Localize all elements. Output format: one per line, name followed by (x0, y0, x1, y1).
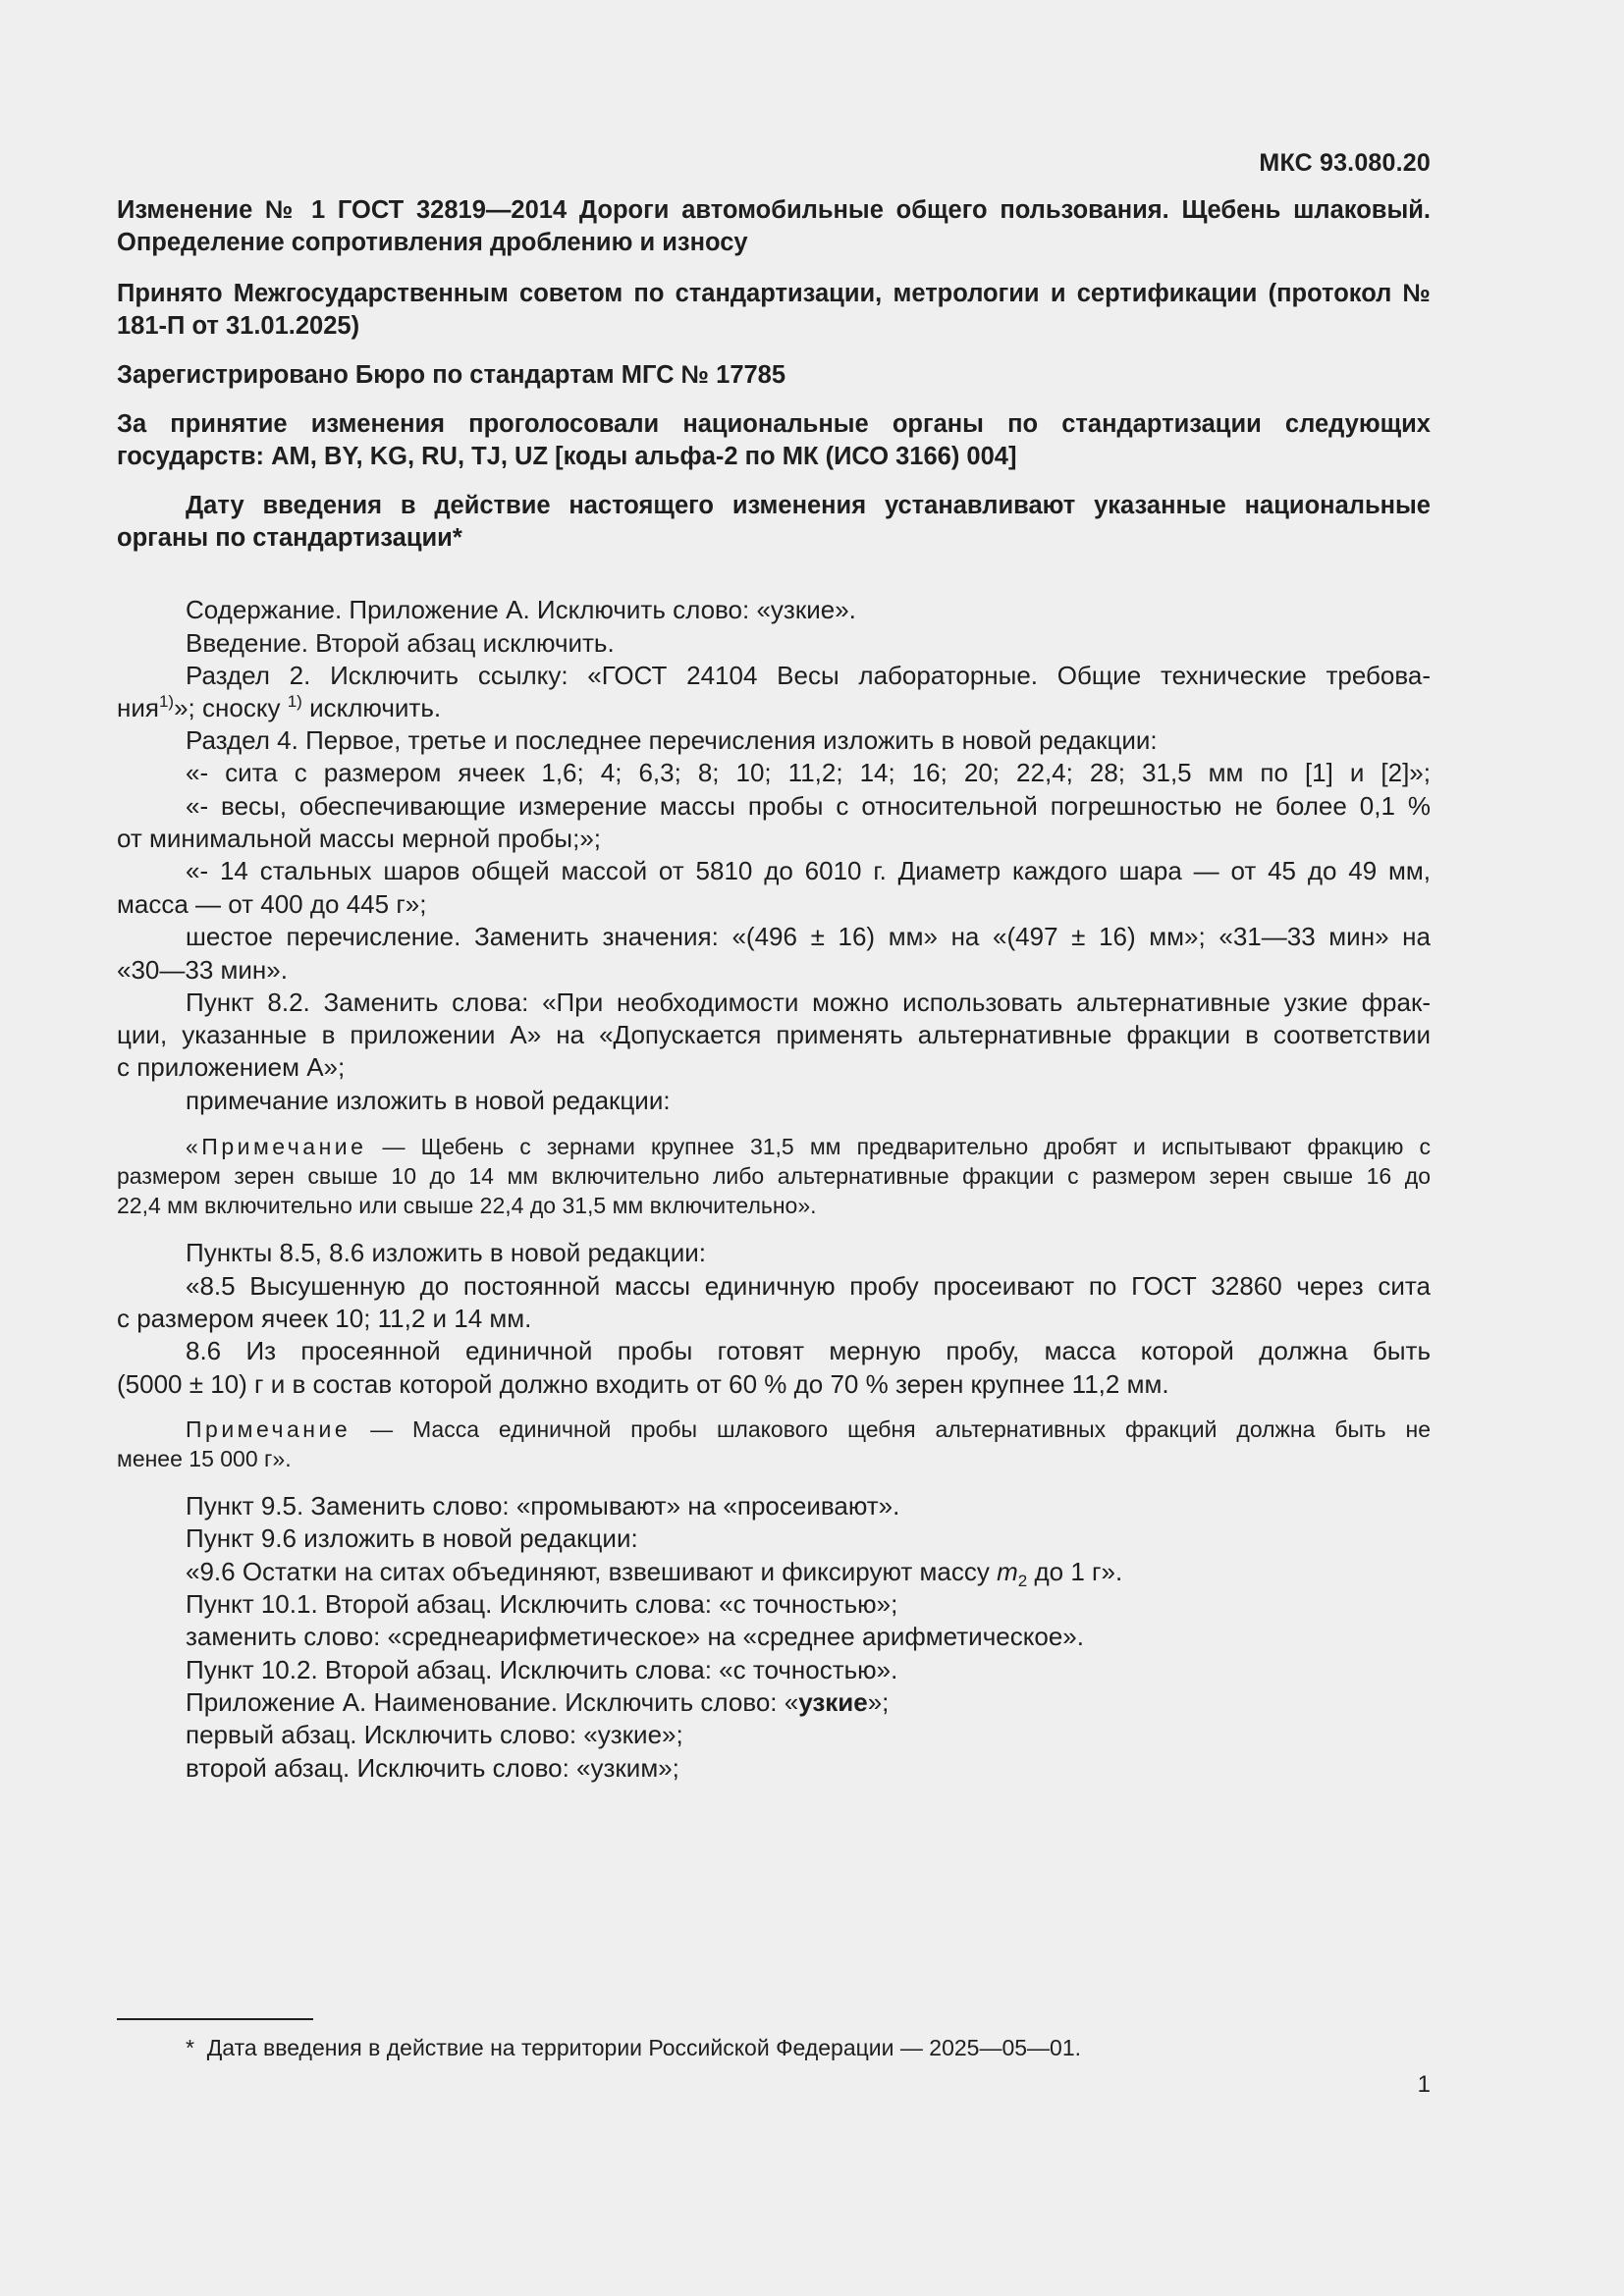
body-line: Пункт 10.2. Второй абзац. Исключить слова: «с точностью». (186, 1655, 898, 1684)
body-line: примечание изложить в новой редакции: (186, 1086, 671, 1115)
note-line (186, 1415, 1431, 1444)
note-line: размером зерен свыше 10 до 14 мм включительно либо альтернативные фракции с размером зерен свыше 16 до (117, 1163, 1431, 1189)
body-line: Пункт 10.1. Второй абзац. Исключить слова: «с точностью»; (186, 1589, 898, 1619)
date-notice: Дату введения в действие настоящего изменения устанавливают указанные национальные органы по стандартизации* (117, 492, 1431, 552)
body-line (186, 1556, 1431, 1588)
body-line: с размером ячеек 10; 11,2 и 14 мм. (117, 1304, 532, 1333)
body-line: «30—33 мин». (117, 955, 288, 985)
page-number: 1 (1417, 2071, 1431, 2098)
body-line: Пункт 8.2. Заменить слова: «При необходимости можно использовать альтернативные узкие фрак- (186, 988, 1431, 1017)
text-span: Приложение А. Наименование. Исключить слово: « (186, 1687, 799, 1717)
text-span: »; сноску (174, 693, 288, 722)
note-line: менее 15 000 г». (117, 1446, 292, 1471)
body-line: первый абзац. Исключить слово: «узкие»; (186, 1720, 683, 1749)
note-line: 22,4 мм включительно или свыше 22,4 до 31,5 мм включительно». (117, 1193, 817, 1218)
footnote-mark: * (186, 2035, 194, 2060)
body-line: заменить слово: «среднеарифметическое» на «среднее арифметическое». (186, 1622, 1084, 1651)
text-span: до 1 г». (1027, 1557, 1123, 1586)
text-span: «9.6 Остатки на ситах объединяют, взвешивают и фиксируют массу (186, 1557, 998, 1586)
note-line (186, 1132, 1431, 1161)
text-span: — Щебень с зернами крупнее 31,5 мм предварительно дробят и испытывают фракцию с (366, 1134, 1431, 1159)
body-line: Содержание. Приложение А. Исключить слово: «узкие». (186, 595, 856, 624)
adopted-statement: Принято Межгосударственным советом по стандартизации, метрологии и сертификации (протокол № 181-П от 31.01.2025) (117, 280, 1431, 340)
text-span: ния (117, 693, 159, 722)
body-line: 8.6 Из просеянной единичной пробы готовят мерную пробу, масса которой должна быть (186, 1336, 1431, 1365)
body-line: Пункт 9.6 изложить в новой редакции: (186, 1523, 638, 1553)
body-line: «8.5 Высушенную до постоянной массы единичную пробу просеивают по ГОСТ 32860 через сита (186, 1271, 1431, 1301)
body-line (117, 692, 1431, 724)
body-line: «- 14 стальных шаров общей массой от 5810 до 6010 г. Диаметр каждого шара — от 45 до 49 мм, (186, 856, 1431, 885)
text-span: — Масса единичной пробы шлакового щебня альтернативных фракций должна быть не (351, 1416, 1431, 1442)
footnote-text: Дата введения в действие на территории Российской Федерации — 2025—05—01. (206, 2035, 1082, 2060)
text-span: исключить. (301, 693, 442, 722)
body-line: Раздел 2. Исключить ссылку: «ГОСТ 24104 Весы лабораторные. Общие технические требова- (186, 661, 1431, 690)
body-line: второй абзац. Исключить слово: «узким»; (186, 1753, 679, 1783)
body-line: ции, указанные в приложении А» на «Допускается применять альтернативные фракции в соответствии (117, 1020, 1431, 1049)
footnote-ref: 1) (287, 692, 302, 711)
body-line: «- сита с размером ячеек 1,6; 4; 6,3; 8; 10; 11,2; 14; 16; 20; 22,4; 28; 31,5 мм по [1] и [2]»; (186, 758, 1431, 787)
voted-statement: За принятие изменения проголосовали национальные органы по стандартизации следующих государств: AM, BY, KG, RU, TJ, UZ [коды альфа-2 по МК (ИСО 3166) 004] (117, 410, 1431, 470)
footnote (186, 2034, 1081, 2061)
body-line: с приложением А»; (117, 1052, 346, 1082)
footnote-ref: 1) (158, 692, 175, 711)
body-line: Пункты 8.5, 8.6 изложить в новой редакции: (186, 1238, 706, 1267)
bold-word: узкие (798, 1687, 868, 1717)
amendment-title: Изменение № 1 ГОСТ 32819—2014 Дороги автомобильные общего пользования. Щебень шлаковый. Определение сопротивления дроблению и износу (117, 196, 1431, 256)
text-span: »; (867, 1687, 890, 1717)
body-line: шестое перечисление. Заменить значения: «(496 ± 16) мм» на «(497 ± 16) мм»; «31—33 мин» на (186, 922, 1431, 951)
body-line: от минимальной массы мерной пробы;»; (117, 824, 602, 853)
body-line: Введение. Второй абзац исключить. (186, 628, 615, 658)
math-symbol: m (997, 1557, 1018, 1586)
registered-statement: Зарегистрировано Бюро по стандартам МГС № 17785 (117, 361, 786, 389)
math-subscript: 2 (1017, 1572, 1028, 1590)
body-line: (5000 ± 10) г и в состав которой должно входить от 60 % до 70 % зерен крупнее 11,2 мм. (117, 1369, 1169, 1399)
note-label: Примечание (186, 1416, 352, 1442)
body-line: масса — от 400 до 445 г»; (117, 889, 427, 919)
mks-code: МКС 93.080.20 (1259, 149, 1431, 177)
body-line: Раздел 4. Первое, третье и последнее перечисления изложить в новой редакции: (186, 725, 1158, 755)
footnote-divider (117, 2018, 313, 2020)
note-label: «Примечание (186, 1134, 367, 1159)
body-line: «- весы, обеспечивающие измерение массы пробы с относительной погрешностью не более 0,1 % (186, 791, 1431, 821)
body-line (186, 1686, 1431, 1719)
body-line: Пункт 9.5. Заменить слово: «промывают» на «просеивают». (186, 1491, 900, 1521)
